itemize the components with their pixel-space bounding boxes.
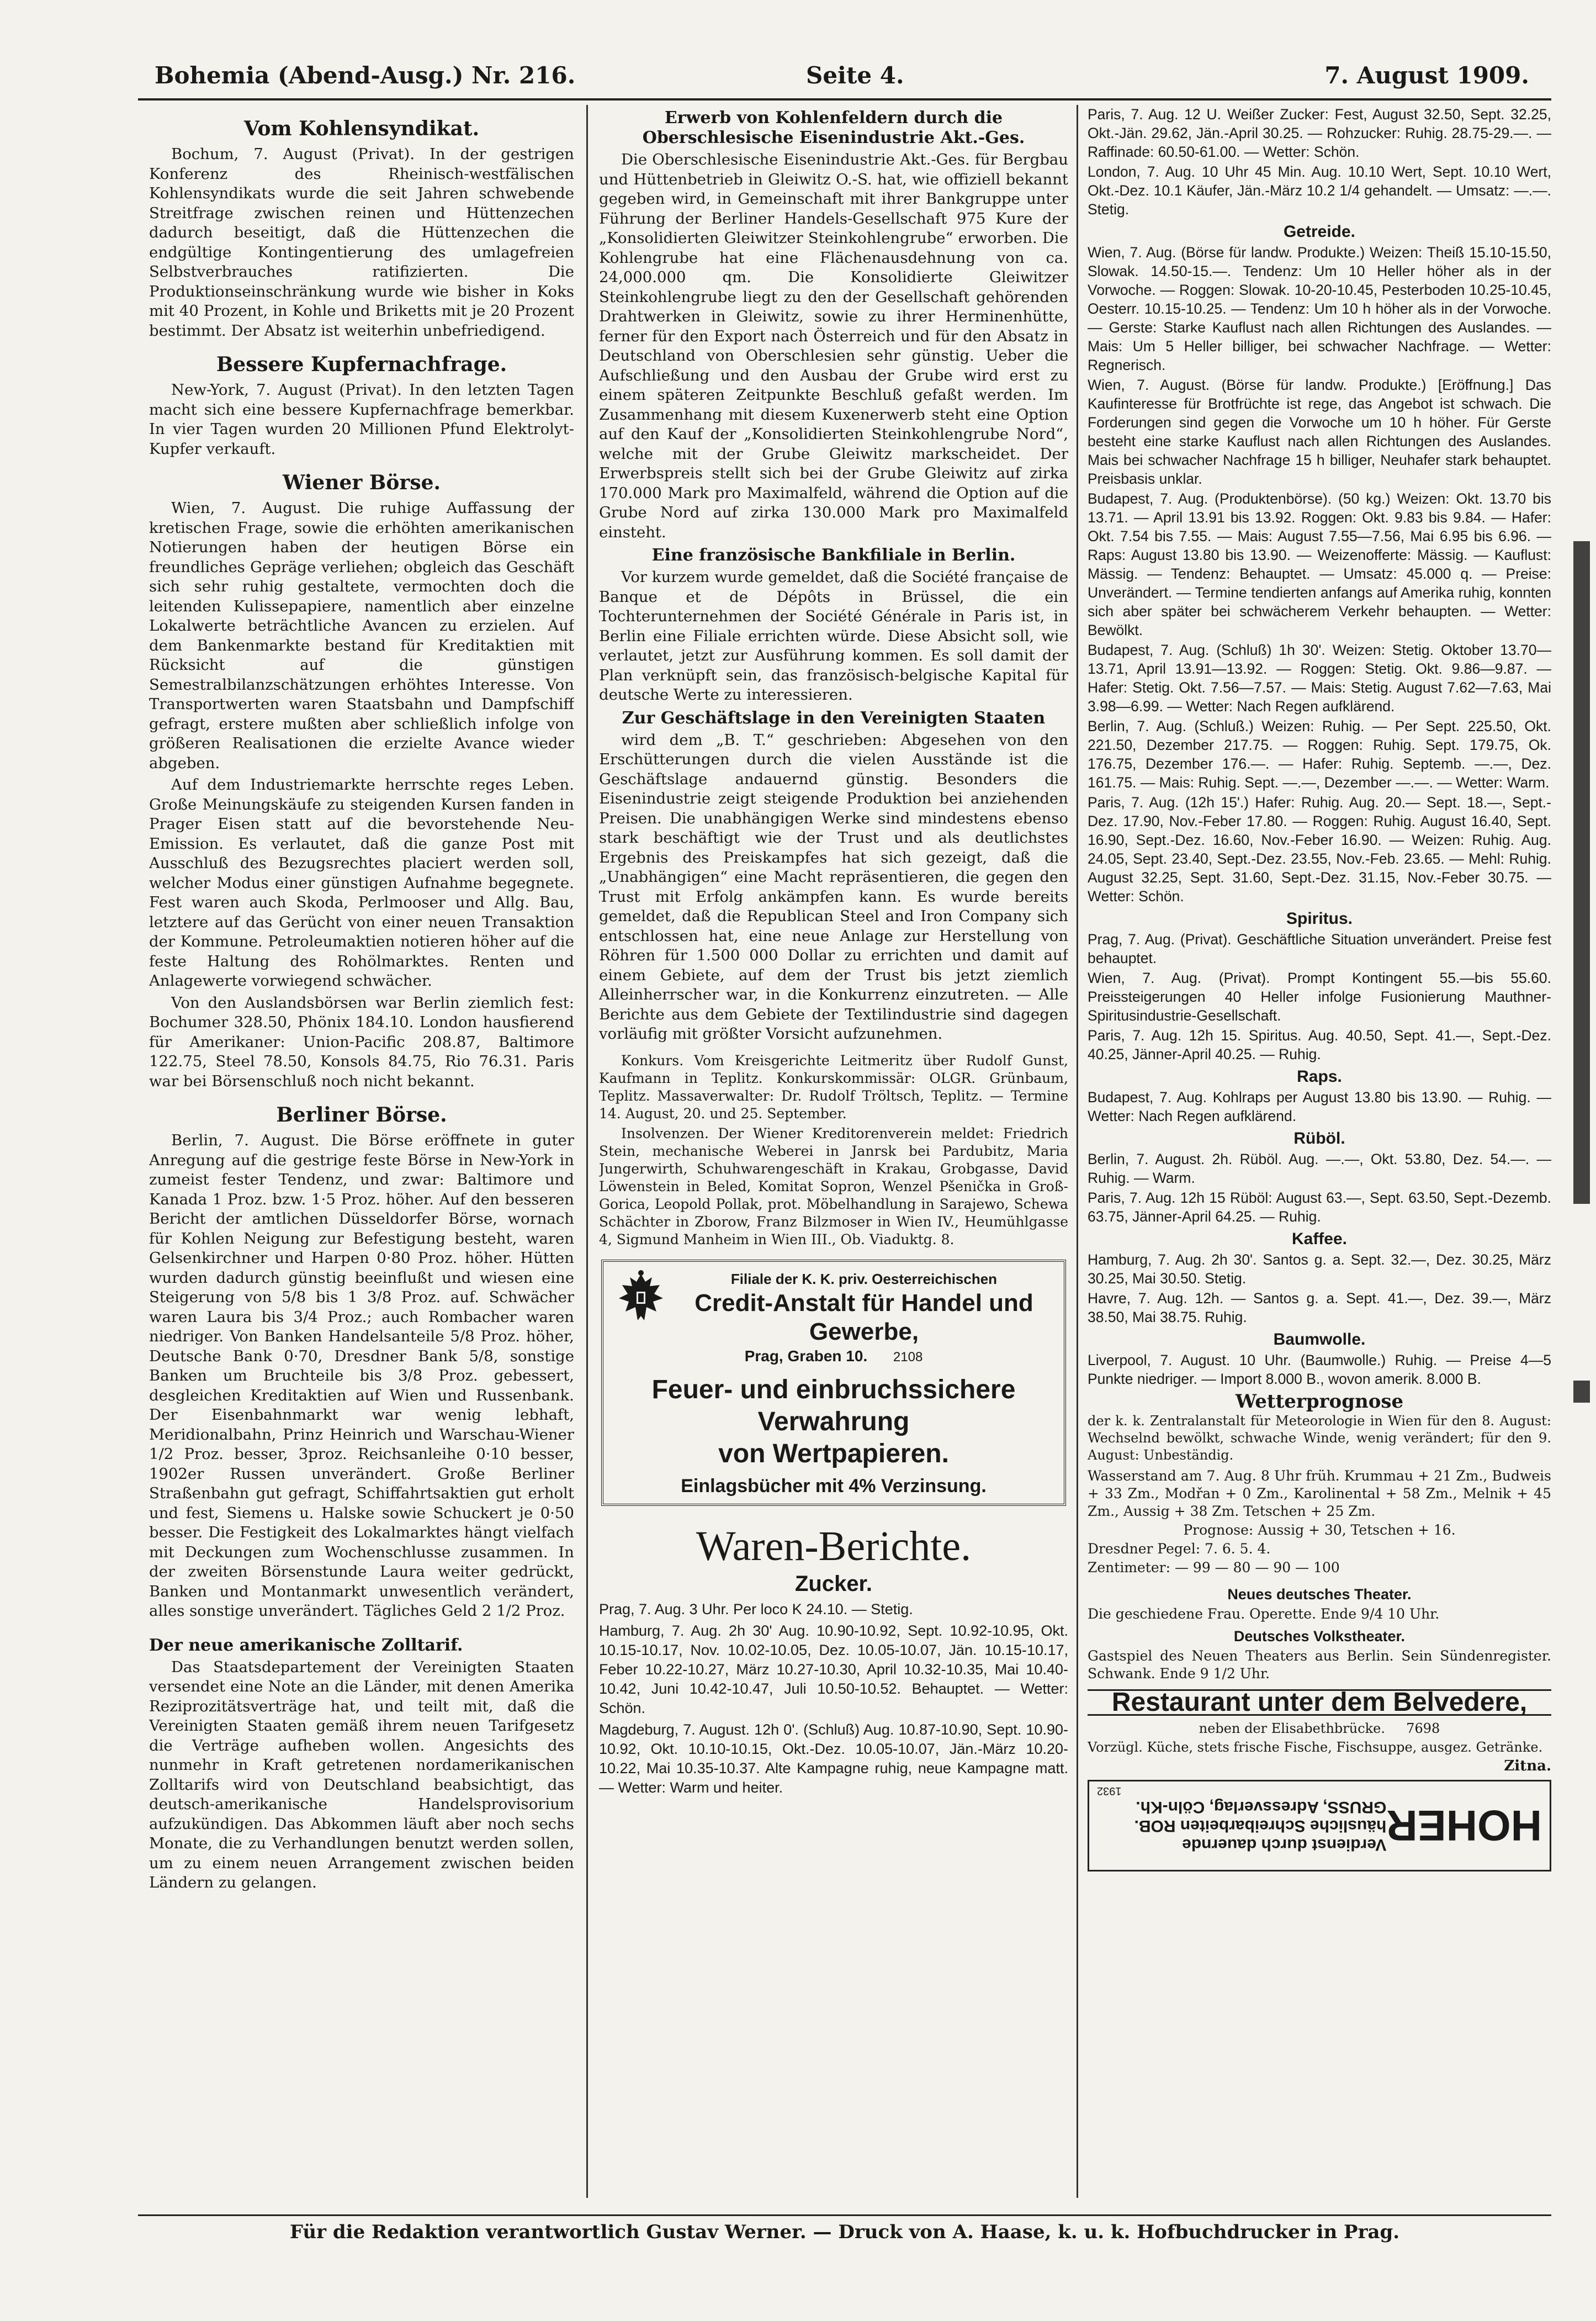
article-paragraph: Wien, 7. August. Die ruhige Auffassung der kretischen Frage, sowie die erhöhten amerikanischen Notierungen haben der heutigen Börse ein freundliches Gepräge verliehen; obgleich das Geschäft sich sehr ruhig gestaltete, vermochten doch die leitenden Kulissepapiere, namentlich aber einzelne Lokalwerte beträchtliche Avancen zu erzielen. Auf dem Bankenmarkte bestand für Kreditaktien mit Rücksicht auf die günstigen Semestralbilanzschätzungen erhöhtes Interesse. Von Transportwerten waren Staatsbahn und Dampfschiff gefragt, erstere mußten aber schließlich infolge von größeren Realisationen die erzielte Avance wieder abgeben. xyxy=(149,499,574,772)
article-title: Berliner Börse. xyxy=(276,1103,447,1127)
page-number: Seite 4. xyxy=(806,62,904,89)
commodity-heading: Spiritus. xyxy=(1286,910,1353,928)
article-title: Erwerb von Kohlenfeldern durch die Oberschlesische Eisenindustrie Akt.-Ges. xyxy=(642,108,1025,147)
article-paragraph: New-York, 7. August (Privat). In den letzten Tagen macht sich eine bessere Kupfernachfrage bemerkbar. In vier Tagen wurden 20 Millionen Pfund Elektrolyt-Kupfer verkauft. xyxy=(149,381,574,458)
market-report: Paris, 7. Aug. 12h 15 Rüböl: August 63.—, Sept. 63.50, Sept.-Dezemb. 63.75, Jänner-April 64.25. — Ruhig. xyxy=(1088,1189,1551,1225)
page-edge-mark xyxy=(1573,1381,1590,1403)
restaurant-ad-title: Restaurant unter dem Belvedere, xyxy=(1088,1689,1551,1716)
market-report: Berlin, 7. August. 2h. Rüböl. Aug. —.—, Okt. 53.80, Dez. 54.—. — Ruhig. — Warm. xyxy=(1088,1151,1551,1186)
article-title: Der neue amerikanische Zolltarif. xyxy=(149,1635,463,1655)
double-eagle-icon xyxy=(613,1270,669,1330)
ad-line: von Wertpapieren. xyxy=(718,1439,949,1468)
restaurant-ad-number: 7698 xyxy=(1406,1721,1440,1736)
market-report: Paris, 7. Aug. 12h 15. Spiritus. Aug. 40.50, Sept. 41.—, Sept.-Dez. 40.25, Jänner-April 40.25. — Ruhig. xyxy=(1088,1027,1551,1062)
market-report: Prag, 7. Aug. 3 Uhr. Per loco K 24.10. — Stetig. xyxy=(599,1600,913,1617)
section-title: Waren-Berichte. xyxy=(696,1523,972,1569)
commodity-heading: Raps. xyxy=(1297,1067,1342,1086)
theater-heading: Deutsches Volkstheater. xyxy=(1233,1628,1406,1645)
market-report: Hamburg, 7. Aug. 2h 30'. Santos g. a. Sept. 32.—, Dez. 30.25, März 30.25, Mai 30.50. Stetig. xyxy=(1088,1251,1551,1287)
notice-paragraph: Insolvenzen. Der Wiener Kreditorenverein meldet: Friedrich Stein, mechanische Weberei in Janrsk bei Pardubitz, Maria Jungerwirth, Schuhwarengeschäft in Krakau, Grobgasse, David Löwenstein in Beled, Komitat Sopron, Wenzel Pšenička in Groß-Gorica, Leopold Pollak, prot. Möbelhandlung in Sarajewo, Schewa Schächter in Zborow, Franz Bilzmoser in Wien IV., Heumühlgasse 4, Sigmund Manheim in Wien III., Ob. Viaduktg. 8. xyxy=(599,1125,1068,1247)
commodity-heading: Baumwolle. xyxy=(1273,1330,1366,1349)
article-paragraph: Die Oberschlesische Eisenindustrie Akt.-Ges. für Bergbau und Hüttenbetrieb in Gleiwitz O.-S. hat, wie offiziell bekannt gegeben wird, in Gemeinschaft mit ihrer Bankgruppe unter Führung der Berliner Handels-Gesellschaft 975 Kure der „Konsolidierten Gleiwitzer Steinkohlengrube“ erworben. Die Kohlengrube hat eine Flächenausdehnung von ca. 24,000.000 qm. Die Konsolidierte Gleiwitzer Steinkohlengrube liegt zu den der Gesellschaft gehörenden Drahtwerken in Gleiwitz, sowie zu ihrer Herminenhütte, ferner für den Export nach Österreich und für den Absatz in Deutschland von Oberschlesien sehr günstig. Ueber die Aufschließung und den Ausbau der Grube wird erst zu einem späteren Zeitpunkte Beschluß gefaßt werden. Im Zusammenhang mit diesem Kuxenerwerb steht eine Option auf den Kauf der „Konsolidierten Steinkohlengrube Nord“, welche mit der Grube Gleiwitz markscheidet. Der Erwerbspreis stellt sich bei der Grube Gleiwitz auf zirka 170.000 Mark pro Maximalfeld, während die Option auf die Grube Nord auf zirka 130.000 Mark pro Maximalfeld einsteht. xyxy=(599,151,1068,541)
market-report: Wien, 7. Aug. (Privat). Prompt Kontingent 55.—bis 55.60. Preissteigerungen 40 Heller infolge Fusionierung Mauthner-Spiritusindustrie-Gesellschaft. xyxy=(1088,970,1551,1024)
restaurant-location: neben der Elisabethbrücke. xyxy=(1199,1721,1386,1736)
theater-listing: Gastspiel des Neuen Theaters aus Berlin. Sein Sündenregister. Schwank. Ende 9 1/2 Uhr. xyxy=(1088,1648,1551,1682)
weather-heading: Wetterprognose xyxy=(1235,1391,1404,1413)
market-report: Prag, 7. Aug. (Privat). Geschäftliche Situation unverändert. Preise fest behauptet. xyxy=(1088,931,1551,966)
ad-line xyxy=(613,1346,1054,1367)
column-rule xyxy=(586,105,588,2198)
inverted-ad-headline: HOHER xyxy=(1386,1801,1542,1850)
market-report: Budapest, 7. Aug. (Produktenbörse). (50 kg.) Weizen: Okt. 13.70 bis 13.71. — April 13.91 bis 13.92. Roggen: Okt. 9.83 bis 9.84. — Hafer: Okt. 7.54 bis 7.55. — Mais: August 7.55—7.56, Mai 6.95 bis 6.96. — Raps: August 13.80 bis 13.90. — Weizenofferte: Mässig. — Kauflust: Mässig. — Tendenz: Behauptet. — Umsatz: 45.000 q. — Preise: Unverändert. — Termine tendierten anfangs auf Amerika ruhig, konnten sich aber später bei schwächerem Verkehr behaupten. — Wetter: Bewölkt. xyxy=(1088,490,1551,638)
market-report: Paris, 7. Aug. (12h 15'.) Hafer: Ruhig. Aug. 20.— Sept. 18.—, Sept.-Dez. 17.90, Nov.-Feber 17.80. — Roggen: Ruhig. August 16.40, Sept. 16.90, Sept.-Dez. 16.60, Nov.-Feber 16.90. — Weizen: Ruhig. Aug. 24.05, Sept. 23.40, Sept.-Dez. 23.55, Nov.-Feb. 23.65. — Mehl: Ruhig. August 32.25, Sept. 31.60, Sept.-Dez. 31.15, Nov.-Feber 30.75. — Wetter: Schön. xyxy=(1088,794,1551,905)
ad-line: Einlagsbücher mit 4% Verzinsung. xyxy=(681,1475,987,1497)
publication-issue: Bohemia (Abend-Ausg.) Nr. 216. xyxy=(155,62,576,89)
article-paragraph: Auf dem Industriemarkte herrschte reges Leben. Große Meinungskäufe zu steigenden Kursen fanden in Prager Eisen statt auf die bevorstehende Neu-Emission. Es verlautet, daß die ganze Post mit Ausschluß des Bezugsrechtes placiert werden soll, welcher Modus einer günstigen Aufnahme begegnete. Fest waren auch Skoda, Perlmooser und Allg. Bau, letztere auf das Gerücht von einer neuen Transaktion der Kommune. Petroleumaktien notieren höher auf die feste Haltung des Rohölmarktes. Renten und Anlagewerte vorwiegend schwächer. xyxy=(149,776,574,990)
market-report: Liverpool, 7. August. 10 Uhr. (Baumwolle.) Ruhig. — Preise 4—5 Punkte niedriger. — Import 8.000 B., wovon amerik. 8.000 B. xyxy=(1088,1352,1551,1387)
market-report: Berlin, 7. Aug. (Schluß.) Weizen: Ruhig. — Per Sept. 225.50, Okt. 221.50, Dezember 217.75. — Roggen: Ruhig. Sept. 179.75, Ok. 176.75, Dezember 176.—. — Hafer: Ruhig. Septemb. —.—, Dez. 161.75. — Mais: Ruhig. Sept. —.—, Dezember —.—. — Wetter: Warm. xyxy=(1088,718,1551,791)
water-prognosis: Prognose: Aussig + 30, Tetschen + 16. xyxy=(1183,1522,1456,1538)
ad-line: Filiale der K. K. priv. Oesterreichischen xyxy=(730,1270,998,1287)
market-report: Magdeburg, 7. August. 12h 0'. (Schluß) Aug. 10.87-10.90, Sept. 10.90-10.92, Okt. 10.10-10.15, Okt.-Dez. 10.05-10.07, Jän.-März 10.20-10.22, Mai 10.35-10.37. Alte Kampagne ruhig, neue Kampagne matt. — Wetter: Warm und heiter. xyxy=(599,1721,1068,1796)
footer-rule xyxy=(138,2214,1551,2216)
market-report: Wien, 7. August. (Börse für landw. Produkte.) [Eröffnung.] Das Kaufinteresse für Brotfrüchte ist rege, das Angebot ist schwach. Die Forderungen sind gegen die Vorwoche um 10 h höher. Für Gerste besteht eine starke Kauflust nach allen Richtungen des Auslandes. Mais bei schwacher Nachfrage 15 h billiger, Neuhafer stark behauptet. Preisbasis unklar. xyxy=(1088,377,1551,487)
market-report: Wien, 7. Aug. (Börse für landw. Produkte.) Weizen: Theiß 15.10-15.50, Slowak. 14.50-15.—. Tendenz: Um 10 Heller höher als in der Vorwoche. — Roggen: Slowak. 10-20-10.45, Pesterboden 10.25-10.45, Oesterr. 10.15-10.25. — Tendenz: Um 10 h höher als in der Vorwoche. — Gerste: Starke Kauflust nach allen Richtungen des Auslandes. — Mais: Um 5 Heller billiger, bei schwacher Nachfrage. — Wetter: Regnerisch. xyxy=(1088,244,1551,373)
restaurant-ad-line: Vorzügl. Küche, stets frische Fische, Fischsuppe, ausgez. Getränke. xyxy=(1088,1740,1543,1755)
market-report: London, 7. Aug. 10 Uhr 45 Min. Aug. 10.10 Wert, Sept. 10.10 Wert, Okt.-Dez. 10.1 Käufer, Jän.-März 10.2 1/4 gehandelt. — Umsatz: —.—. Stetig. xyxy=(1088,163,1551,218)
bank-advertisement xyxy=(601,1260,1066,1506)
theater-listing: Die geschiedene Frau. Operette. Ende 9/4 10 Uhr. xyxy=(1088,1606,1440,1622)
market-report: Paris, 7. Aug. 12 U. Weißer Zucker: Fest, August 32.50, Sept. 32.25, Okt.-Jän. 29.62, Jän.-April 30.25. — Rohzucker: Ruhig. 28.75-29.—. — Raffinade: 60.50-61.00. — Wetter: Schön. xyxy=(1088,106,1551,160)
imprint-footer: Für die Redaktion verantwortlich Gustav Werner. — Druck von A. Haase, k. u. k. Hofbuchdrucker in Prag. xyxy=(289,2221,1400,2243)
commodity-heading: Rüböl. xyxy=(1293,1129,1345,1148)
commodity-heading: Getreide. xyxy=(1283,223,1356,241)
article-paragraph: Von den Auslandsbörsen war Berlin ziemlich fest: Bochumer 328.50, Phönix 184.10. London hausfierend für Amerikaner: Union-Pacific 208.87, Baltimore 122.75, Steel 78.50, Konsols 84.75, Rio 76.31. Paris war bei Börsenschluß noch nicht bekannt. xyxy=(149,993,574,1090)
article-paragraph: Berlin, 7. August. Die Börse eröffnete in guter Anregung auf die gestrige feste Börse in New-York in zumeist fester Tendenz, und zwar: Baltimore und Kanada 1 Proz. bzw. 1·5 Proz. höher. Auf den besseren Bericht der amtlichen Düsseldorfer Börse, wornach für Kohlen Neigung zur Befestigung besteht, waren Gelsenkirchner und Harpen 0·80 Proz. höher. Hütten wurden dadurch günstig beeinflußt und wiesen eine Steigerung von 5/8 bis 1 3/8 Proz. auf. Schwächer waren Laura bis 3/4 Proz.; auch Rombacher waren niedriger. Von Banken Handelsanteile 5/8 Proz. höher, Deutsche Bank 0·70, Dresdner Bank 5/8, sonstige Banken um Bruchteile bis 3/8 Proz. gebessert, desgleichen Kreditaktien auf Wien und Russenbank. Der Eisenbahnmarkt war wenig lebhaft, Meridionalbahn, Prinz Heinrich und Warschau-Wiener 1/2 Proz. besser, 3proz. Reichsanleihe 0·10 besser, 1902er Russen unverändert. Große Berliner Straßenbahn gut gefragt, Schiffahrtsaktien gut erholt und fest, Siemens u. Halske sowie Schuckert je 0·50 besser. Die Festigkeit des Lokalmarktes hängt vielfach mit Deckungen zum Wochenschlusse zusammen. In der zweiten Börsenstunde Laura weiter gedrückt, Banken und Montanmarkt unwesentlich verändert, alles sonstige unverändert. Tägliches Geld 2 1/2 Proz. xyxy=(149,1132,574,1620)
issue-date: 7. August 1909. xyxy=(1324,62,1529,89)
restaurant-proprietor: Zitna. xyxy=(1504,1758,1551,1774)
article-title: Bessere Kupfernachfrage. xyxy=(216,353,507,376)
inverted-advertisement xyxy=(1088,1780,1551,1871)
column-right xyxy=(1088,105,1551,2225)
article-title: Wiener Börse. xyxy=(282,471,441,494)
notice-paragraph: Konkurs. Vom Kreisgerichte Leitmeritz über Rudolf Gunst, Kaufmann in Teplitz. Konkurskommissär: OLGR. Grünbaum, Teplitz. Massaverwalter: Dr. Rudolf Tröltsch, Teplitz. — Termine 14. August, 20. und 25. September. xyxy=(599,1052,1068,1122)
ad-line: Feuer- und einbruchssichere Verwahrung xyxy=(651,1374,1016,1436)
running-head xyxy=(155,55,1535,99)
water-level: Wasserstand am 7. Aug. 8 Uhr früh. Krummau + 21 Zm., Budweis + 33 Zm., Modřan + 0 Zm., Karolinental + 58 Zm., Melnik + 45 Zm., Aussig + 38 Zm. Tetschen + 25 Zm. xyxy=(1088,1468,1551,1519)
ad-number: 2108 xyxy=(893,1350,923,1365)
section-subtitle: Zucker. xyxy=(794,1572,873,1596)
inverted-ad-text: Verdienst durch dauernde häusliche Schreibarbeiten ROB. GRUSS, Adressverlag, Cöln-Kh. xyxy=(1134,1798,1387,1854)
column-left xyxy=(149,105,574,2225)
column-rule xyxy=(1077,105,1078,2198)
article-title: Vom Kohlensyndikat. xyxy=(243,117,480,140)
inverted-ad-number: 1932 xyxy=(1097,1785,1122,1797)
column-middle xyxy=(599,105,1068,2225)
commodity-heading: Kaffee. xyxy=(1291,1230,1348,1248)
article-paragraph: Vor kurzem wurde gemeldet, daß die Société française de Banque et de Dépôts in Brüssel, die ein Tochterunternehmen der Société Générale in Paris ist, in Berlin eine Filiale errichten würde. Diese Absicht soll, wie verlautet, jetzt zur Ausführung kommen. Es soll damit der Plan verknüpft sein, das französisch-belgische Kapital für deutsche Werte zu interessieren. xyxy=(599,568,1068,704)
market-report: Havre, 7. Aug. 12h. — Santos g. a. Sept. 41.—, Dez. 39.—, März 38.50, Mai 38.75. Ruhig. xyxy=(1088,1290,1551,1325)
market-report: Budapest, 7. Aug. Kohlraps per August 13.80 bis 13.90. — Ruhig. — Wetter: Nach Regen aufklärend. xyxy=(1088,1089,1551,1124)
article-paragraph: Bochum, 7. August (Privat). In der gestrigen Konferenz des Rheinisch-westfälischen Kohlensyndikats wurde die seit Jahren schwebende Streitfrage zwischen reinen und Hüttenzechen dadurch beseitigt, daß die Hüttenzechen die endgültige Kontingentierung des umlagefreien Selbstverbrauches ratifizierten. Die Produktionseinschränkung wurde wie bisher in Koks mit 40 Prozent, in Kohle und Briketts mit je 20 Prozent bestimmt. Der Absatz ist weiterhin unbefriedigend. xyxy=(149,145,574,340)
market-report: Hamburg, 7. Aug. 2h 30' Aug. 10.90-10.92, Sept. 10.92-10.95, Okt. 10.15-10.17, Nov. 10.02-10.05, Dez. 10.05-10.07, Jän. 10.15-10.17, Feber 10.22-10.27, März 10.27-10.30, April 10.32-10.35, Mai 10.40-10.42, Juni 10.42-10.47, Juli 10.50-10.52. Behauptet. — Wetter: Schön. xyxy=(599,1622,1068,1716)
ad-address: Prag, Graben 10. xyxy=(744,1347,868,1365)
header-rule xyxy=(138,98,1551,101)
article-paragraph: Das Staatsdepartement der Vereinigten Staaten versendet eine Note an die Länder, mit denen Amerika Reziprozitätsverträge hat, und teilt mit, daß die Vereinigten Staaten gemäß ihrem neuen Tarifgesetz die Verträge aufheben wollen. Angesichts des nunmehr in Kraft getretenen nordamerikanischen Zolltarifs wird von Deutschland beabsichtigt, das deutsch-amerikanische Handelsprovisorium aufzukündigen. Das Abkommen läuft aber noch sechs Monate, die zu Verhandlungen benutzt werden sollen, um zu einem neuen Arrangement zwischen beiden Ländern zu gelangen. xyxy=(149,1658,574,1891)
restaurant-ad-line xyxy=(1088,1719,1551,1738)
dresden-gauge-values: Zentimeter: — 99 — 80 — 90 — 100 xyxy=(1088,1559,1340,1575)
dresden-gauge: Dresdner Pegel: 7. 6. 5. 4. xyxy=(1088,1541,1271,1557)
market-report: Budapest, 7. Aug. (Schluß) 1h 30'. Weizen: Stetig. Oktober 13.70—13.71, April 13.91—13.92. — Roggen: Stetig. Okt. 9.86—9.87. — Hafer: Stetig. Okt. 7.56—7.57. — Mais: Stetig. August 7.62—7.63, Mai 3.98—6.99. — Wetter: Nach Regen aufklärend. xyxy=(1088,642,1551,715)
weather-forecast: der k. k. Zentralanstalt für Meteorologie in Wien für den 8. August: Wechselnd bewölkt, schwache Winde, wenig verändert; für den 9. August: Unbeständig. xyxy=(1088,1413,1551,1463)
theater-heading: Neues deutsches Theater. xyxy=(1227,1586,1412,1603)
page-edge-shadow xyxy=(1573,541,1590,1204)
article-title: Zur Geschäftslage in den Vereinigten Staaten xyxy=(622,708,1046,728)
article-title: Eine französische Bankfiliale in Berlin. xyxy=(651,546,1016,565)
ad-line: Credit-Anstalt für Handel und Gewerbe, xyxy=(694,1289,1033,1345)
article-paragraph: wird dem „B. T.“ geschrieben: Abgesehen von den Erschütterungen durch die vielen Ausstände ist die Geschäftslage andauernd günstig. Besonders die Eisenindustrie zeigt steigende Produktion bei anziehenden Preisen. Die unabhängigen Werke sind mindestens ebenso stark beschäftigt wie der Trust und als deutlichstes Ergebnis des Preiskampfes hat sich gezeigt, daß die „Unabhängigen“ eine Macht repräsentieren, die gegen den Trust mit Erfolg ankämpfen kann. Es wurde bereits gemeldet, daß die Republican Steel and Iron Company sich entschlossen hat, eine neue Anlage zur Herstellung von Röhren für 1.500 000 Dollar zu errichten und damit auf einem Gebiete, auf dem der Trust bis jetzt ziemlich Alleinherrscher war, in die Konkurrenz einzutreten. — Alle Berichte aus dem Gebiete der Textilindustrie sind dagegen vorläufig mit größter Vorsicht aufzunehmen. xyxy=(599,731,1068,1043)
